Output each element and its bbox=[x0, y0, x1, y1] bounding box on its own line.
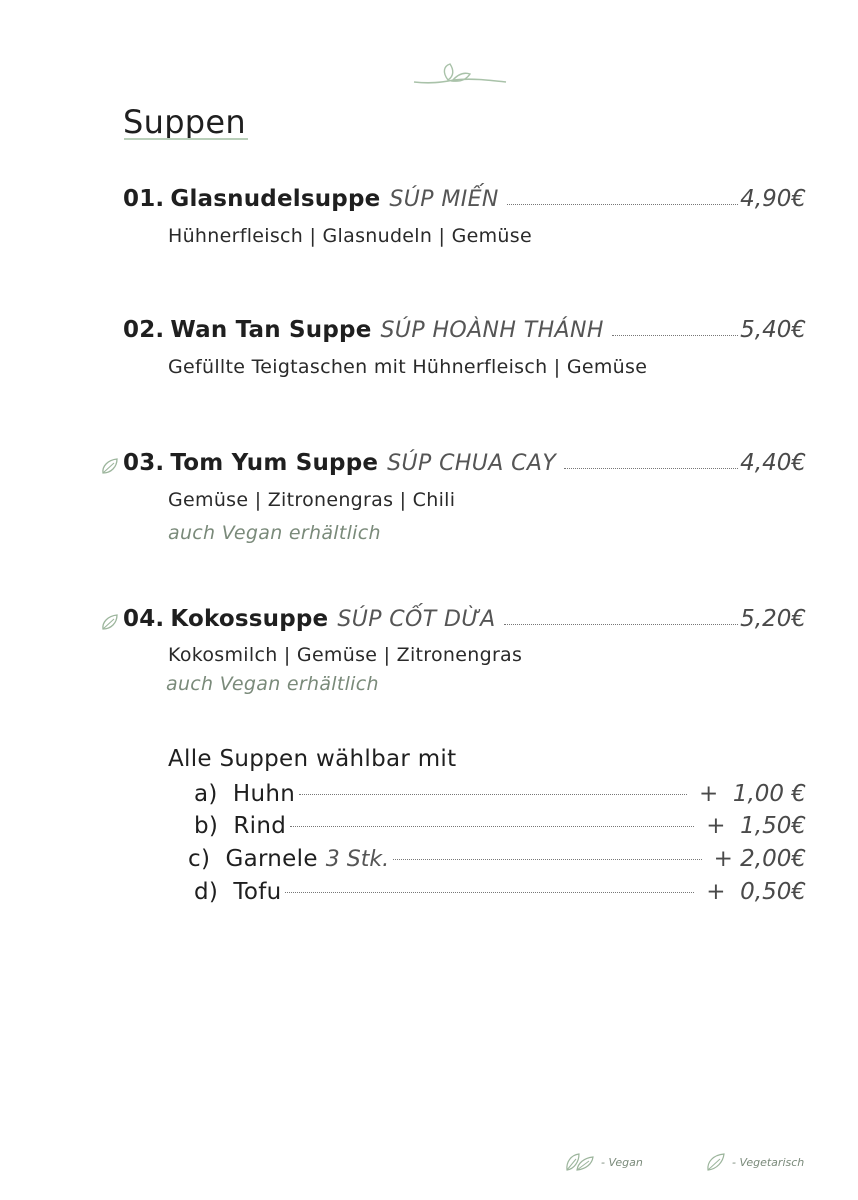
leader-dots bbox=[393, 859, 701, 860]
item-vietnamese-name: SÚP CHUA CAY bbox=[387, 451, 557, 476]
item-price: 5,20€ bbox=[740, 606, 806, 632]
vegan-note: auch Vegan erhältlich bbox=[166, 673, 379, 695]
leader-dots bbox=[299, 794, 687, 795]
addon-row bbox=[194, 781, 806, 811]
vegetarian-leaf-icon bbox=[100, 612, 120, 632]
item-description: Kokosmilch | Gemüse | Zitronengras bbox=[168, 644, 523, 666]
item-name: Kokossuppe bbox=[170, 606, 329, 632]
item-description: Gemüse | Zitronengras | Chili bbox=[168, 489, 456, 511]
vegan-double-leaf-icon bbox=[565, 1151, 595, 1173]
addon-label: d) Tofu bbox=[194, 879, 282, 905]
addon-price: + 0,50€ bbox=[706, 879, 806, 905]
leader-dots bbox=[504, 623, 739, 625]
leader-dots bbox=[612, 334, 738, 336]
legend-vegetarisch-label: - Vegetarisch bbox=[732, 1155, 805, 1169]
vegan-note: auch Vegan erhältlich bbox=[168, 522, 381, 544]
leader-dots bbox=[564, 467, 738, 469]
title-underline bbox=[124, 137, 248, 141]
addon-row bbox=[194, 879, 806, 909]
legend-vegetarisch bbox=[706, 1151, 804, 1173]
item-vietnamese-name: SÚP MIẾN bbox=[389, 187, 499, 212]
leader-dots bbox=[285, 892, 694, 893]
item-name: Tom Yum Suppe bbox=[170, 450, 379, 476]
addon-label: a) Huhn bbox=[194, 781, 296, 807]
addon-row bbox=[188, 846, 806, 876]
addon-price: + 1,50€ bbox=[706, 813, 806, 839]
item-vietnamese-name: SÚP HOÀNH THÁNH bbox=[380, 318, 604, 343]
item-name: Wan Tan Suppe bbox=[170, 317, 372, 343]
item-description: Hühnerfleisch | Glasnudeln | Gemüse bbox=[168, 225, 532, 247]
addon-extra: 3 Stk. bbox=[325, 847, 390, 872]
item-number: 03. bbox=[123, 450, 165, 476]
item-number: 02. bbox=[123, 317, 165, 343]
item-description: Gefüllte Teigtaschen mit Hühnerfleisch | Gemüse bbox=[168, 356, 648, 378]
item-header bbox=[123, 186, 806, 216]
legend-vegan bbox=[565, 1151, 643, 1173]
item-price: 5,40€ bbox=[740, 317, 806, 343]
item-number: 01. bbox=[123, 186, 165, 212]
addon-label: c) Garnele bbox=[188, 846, 318, 872]
addon-price: + 1,00 € bbox=[698, 781, 806, 807]
item-header bbox=[123, 317, 806, 347]
vegetarian-leaf-icon bbox=[100, 456, 120, 476]
leader-dots bbox=[507, 203, 738, 205]
item-price: 4,90€ bbox=[740, 186, 806, 212]
item-header bbox=[123, 606, 806, 636]
addon-row bbox=[194, 813, 806, 843]
item-price: 4,40€ bbox=[740, 450, 806, 476]
leader-dots bbox=[290, 826, 694, 827]
addon-price: + 2,00€ bbox=[713, 846, 806, 872]
vegetarian-leaf-icon bbox=[706, 1151, 726, 1173]
section-title: Suppen bbox=[123, 103, 246, 141]
item-name: Glasnudelsuppe bbox=[170, 186, 381, 212]
leaf-ornament-icon bbox=[412, 60, 508, 88]
legend-vegan-label: - Vegan bbox=[601, 1155, 643, 1169]
item-vietnamese-name: SÚP CỐT DỪA bbox=[337, 607, 496, 632]
item-number: 04. bbox=[123, 606, 165, 632]
addon-label: b) Rind bbox=[194, 813, 287, 839]
addons-title: Alle Suppen wählbar mit bbox=[168, 746, 457, 772]
item-header bbox=[123, 450, 806, 480]
